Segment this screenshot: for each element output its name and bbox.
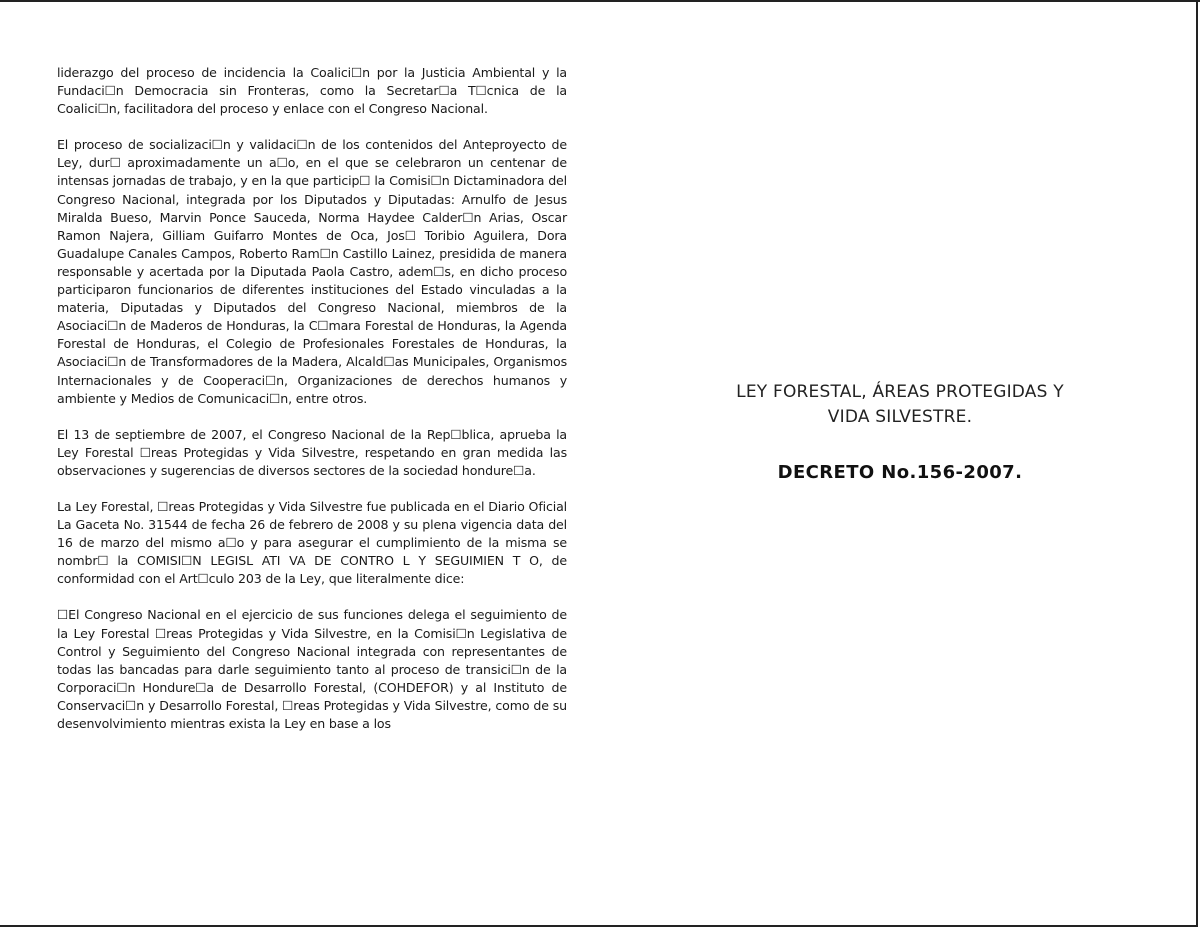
paragraph-article-quote: ☐El Congreso Nacional en el ejercicio de sus funciones delega el seguimiento de la Ley Forestal ☐reas Protegidas y Vida Silvestre, en la Comisi☐n Legislativa de Control y Seguimiento del Congreso Nacional integrada con representantes de todas las bancadas para darle seguimiento tanto al proceso de transici☐n de la Corporaci☐n Hondure☐a de Desarrollo Forestal, (COHDEFOR) y al Instituto de Conservaci☐n y Desarrollo Forestal, ☐reas Protegidas y Vida Silvestre, como de su desenvolvimiento mientras exista la Ley en base a los — [57, 607, 567, 731]
law-title-line-2: VIDA SILVESTRE. — [827, 407, 973, 427]
law-title-line-1: LEY FORESTAL, ÁREAS PROTEGIDAS Y — [736, 382, 1064, 402]
paragraph-socialization-process: El proceso de socializaci☐n y validaci☐n de los contenidos del Anteproyecto de Ley, dur☐ aproximadamente un a☐o, en el que se celebraron un centenar de intensas jornadas de trabajo, y en la que particip☐ la Comisi☐n Dictaminadora del Congreso Nacional, integrada por los Diputados y Diputadas: Arnulfo de Jesus Miralda Bueso, Marvin Ponce Sauceda, Norma Haydee Calder☐n Arias, Oscar Ramon Najera, Gilliam Guifarro Montes de Oca, Jos☐ Toribio Aguilera, Dora Guadalupe Canales Campos, Roberto Ram☐n Castillo Lainez, presidida de manera responsable y acertada por la Diputada Paola Castro, adem☐s, en dicho proceso participaron funcionarios de diferentes instituciones del Estado vinculadas a la materia, Diputadas y Diputados del Congreso Nacional, miembros de la Asociaci☐n de Maderos de Honduras, la C☐mara Forestal de Honduras, la Agenda Forestal de Honduras, el Colegio de Profesionales Forestales de Honduras, la Asociaci☐n de Transformadores de la Madera, Alcald☐as Municipales, Organismos Internacionales y de Cooperaci☐n, Organizaciones de derechos humanos y ambiente y Medios de Comunicaci☐n, entre otros. — [57, 137, 567, 406]
decree-number: DECRETO No.156-2007. — [777, 462, 1023, 483]
paragraph-law-approval: El 13 de septiembre de 2007, el Congreso Nacional de la Rep☐blica, aprueba la Ley Forestal ☐reas Protegidas y Vida Silvestre, respetando en gran medida las observaciones y sugerencias de diversos sectores de la sociedad hondure☐a. — [57, 426, 567, 478]
left-text-column — [57, 64, 567, 733]
paragraph-coalition-leadership: liderazgo del proceso de incidencia la Coalici☐n por la Justicia Ambiental y la Fundaci☐n Democracia sin Fronteras, como la Secretar☐a T☐cnica de la Coalici☐n, facilitadora del proceso y enlace con el Congreso Nacional. — [57, 65, 567, 117]
paragraph-law-publication: La Ley Forestal, ☐reas Protegidas y Vida Silvestre fue publicada en el Diario Oficial La Gaceta No. 31544 de fecha 26 de febrero de 2008 y su plena vigencia data del 16 de marzo del mismo a☐o y para asegurar el cumplimiento de la misma se nombr☐ la COMISI☐N LEGISL ATI VA DE CONTRO L Y SEGUIMIEN T O, de conformidad con el Art☐culo 203 de la Ley, que literalmente dice: — [57, 498, 567, 587]
law-title — [700, 380, 1100, 430]
title-panel — [700, 380, 1100, 483]
